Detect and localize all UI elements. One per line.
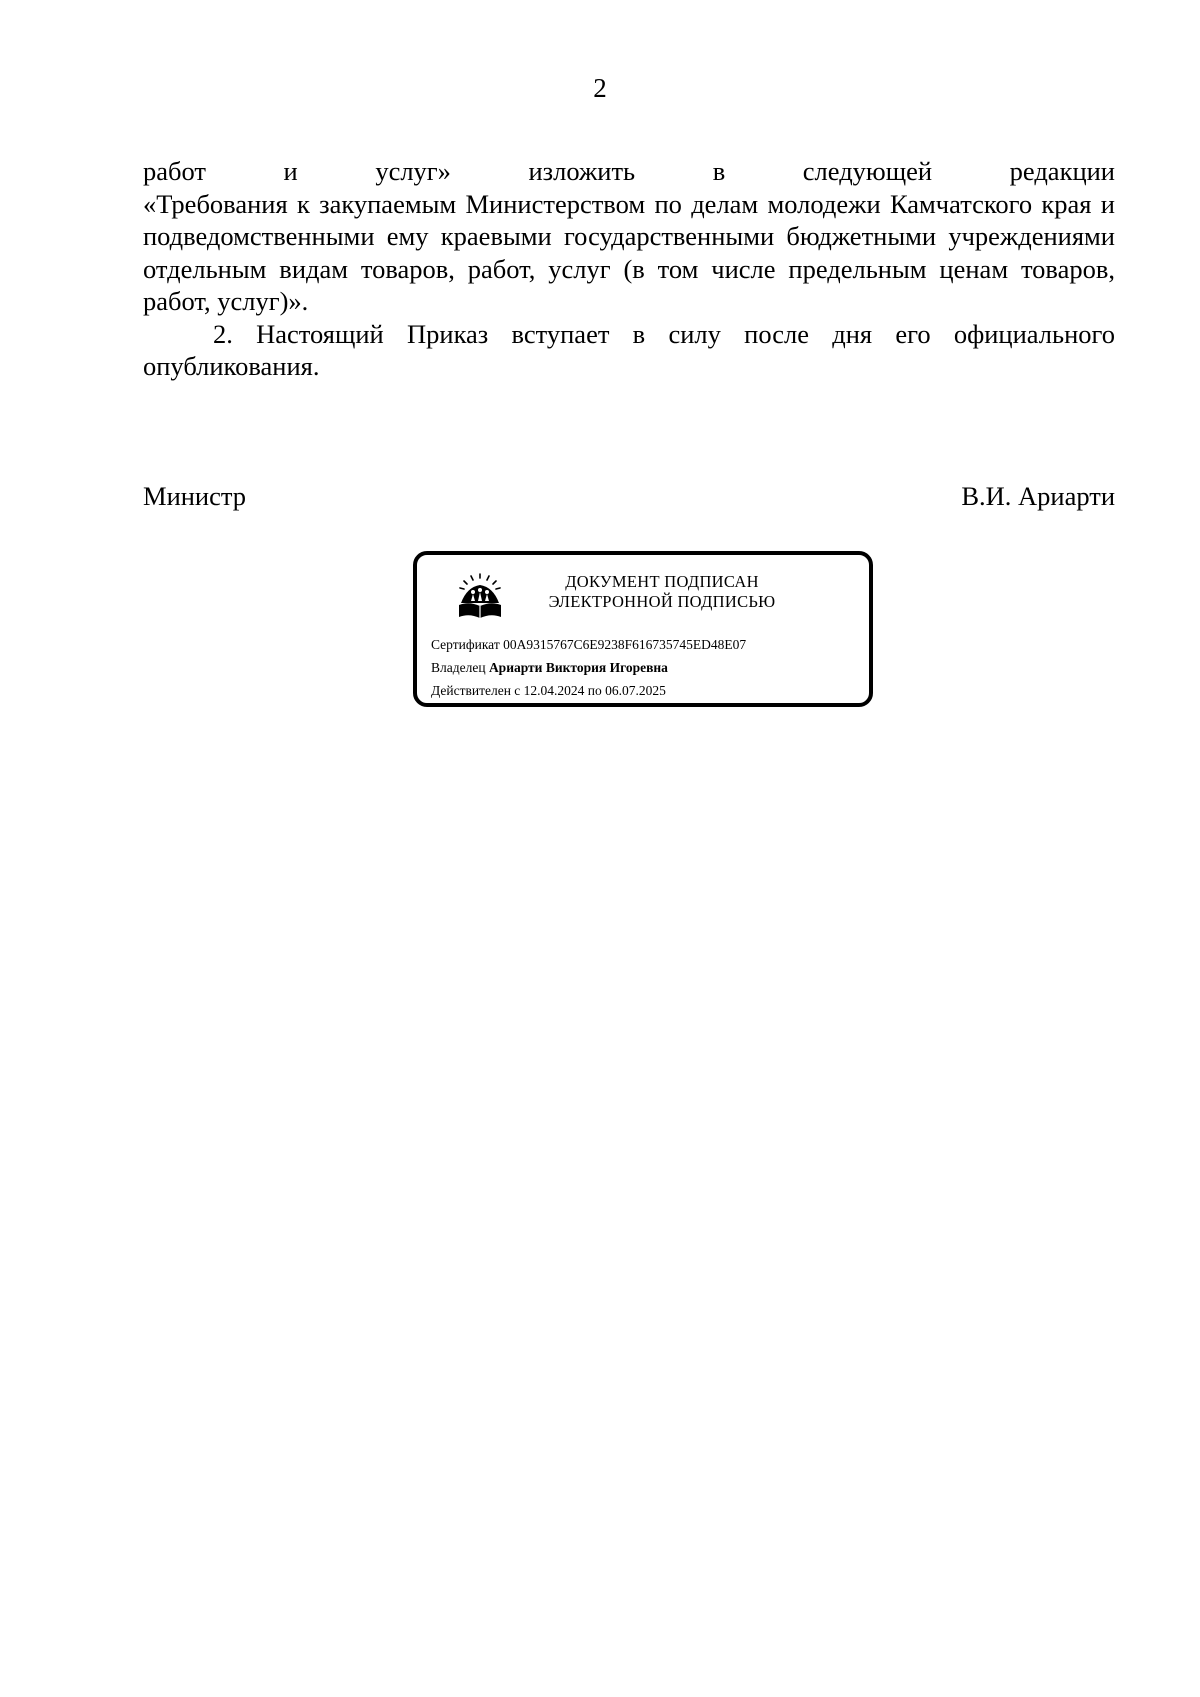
stamp-heading (527, 572, 797, 612)
certificate-value: 00A9315767C6E9238F616735745ED48E07 (503, 637, 747, 652)
owner-label: Владелец (431, 660, 486, 675)
paragraph-2: 2. Настоящий Приказ вступает в силу после дня его официального опубликования. (143, 318, 1115, 381)
valid-to-label: по (587, 683, 602, 698)
page-number: 2 (593, 73, 607, 103)
valid-from-date: 12.04.2024 (523, 683, 585, 698)
certificate-line (431, 633, 871, 656)
stamp-details (431, 633, 871, 702)
stamp-heading-line-1: ДОКУМЕНТ ПОДПИСАН (565, 572, 759, 591)
stamp-heading-line-2: ЭЛЕКТРОННОЙ ПОДПИСЬЮ (548, 592, 776, 611)
valid-from-label: Действителен с (431, 683, 521, 698)
owner-line (431, 656, 871, 679)
paragraph-1-continuation: «Требования к закупаемым Министерством по делам молодежи Камчатского края и подведомственными ему краевыми государственными бюджетными учреждениями отдельным видам товаров, работ, услуг (в том числе предельным ценам товаров, работ, услуг)». (143, 188, 1115, 316)
certificate-label: Сертификат (431, 637, 500, 652)
signature-row (143, 480, 1115, 512)
valid-to-date: 06.07.2025 (605, 683, 666, 698)
paragraph-1-first-line: работ и услуг» изложить в следующей редакции (143, 156, 1115, 186)
signatory-name: В.И. Ариарти (961, 481, 1115, 511)
electronic-signature-stamp (413, 551, 873, 707)
kamchatka-coat-of-arms-icon (455, 573, 505, 623)
owner-value: Ариарти Виктория Игоревна (488, 660, 668, 675)
paragraph-1 (143, 155, 1115, 318)
validity-line (431, 679, 871, 702)
signatory-position: Министр (143, 481, 247, 511)
document-body (143, 155, 1115, 383)
